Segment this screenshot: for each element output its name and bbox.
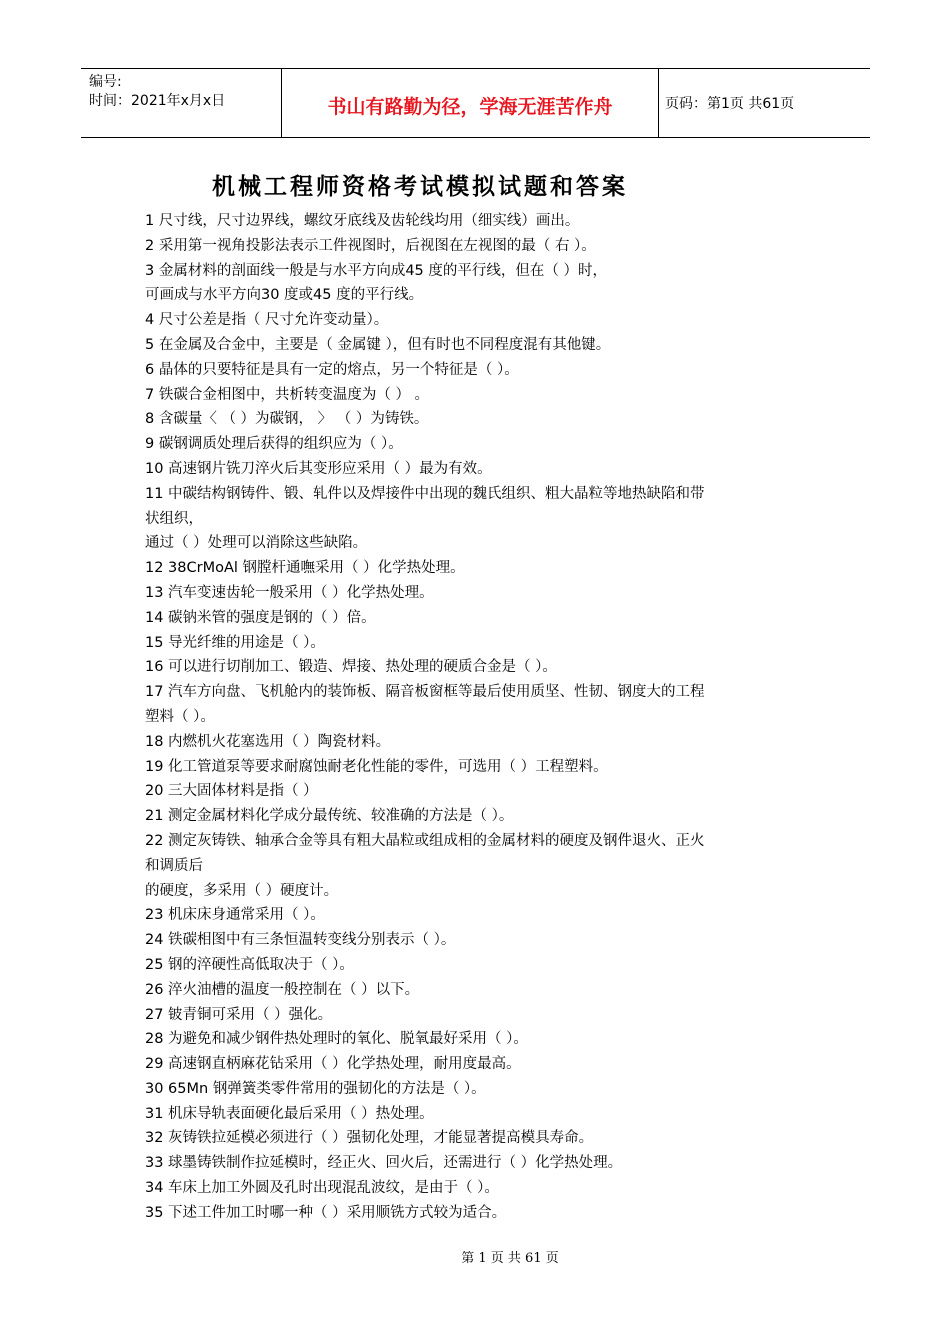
question-line: 2 采用第一视角投影法表示工件视图时，后视图在左视图的最（ 右 ）。 — [145, 237, 596, 254]
question-line: 14 碳钠米管的强度是钢的（ ）倍。 — [145, 609, 376, 626]
page-footer: 第 1 页 共 61 页 — [461, 1251, 559, 1266]
question-line: 18 内燃机火花塞选用（ ）陶瓷材料。 — [145, 733, 391, 750]
question-line: 11 中碳结构钢铸件、锻、轧件以及焊接件中出现的魏氏组织、粗大晶粒等地热缺陷和带 — [145, 485, 705, 502]
document-date: 时间：2021年x月x日 — [89, 93, 226, 109]
header-motto: 书山有路勤为径，学海无涯苦作舟 — [282, 69, 659, 137]
question-line: 34 车床上加工外圆及孔时出现混乱波纹，是由于（ ）。 — [145, 1180, 499, 1197]
question-line: 16 可以进行切削加工、锻造、焊接、热处理的硬质合金是（ ）。 — [145, 659, 557, 676]
question-line: 27 铍青铜可采用（ ）强化。 — [145, 1006, 333, 1023]
question-line: 10 高速钢片铣刀淬火后其变形应采用（ ）最为有效。 — [145, 460, 492, 477]
question-line: 33 球墨铸铁制作拉延模时，经正火、回火后，还需进行（ ）化学热处理。 — [145, 1155, 623, 1172]
question-line: 30 65Mn 钢弹簧类零件常用的强韧化的方法是（ ）。 — [145, 1080, 486, 1097]
question-line: 21 测定金属材料化学成分最传统、较准确的方法是（ ）。 — [145, 808, 514, 825]
question-line: 12 38CrMoAl 钢膛杆通嘸采用（ ）化学热处理。 — [145, 560, 465, 577]
question-line: 17 汽车方向盘、飞机舱内的装饰板、隔音板窗框等最后使用质坚、性韧、钢度大的工程 — [145, 684, 705, 701]
question-line: 24 铁碳相图中有三条恒温转变线分别表示（ ）。 — [145, 932, 456, 949]
question-line: 6 晶体的只要特征是具有一定的熔点，另一个特征是（ ）。 — [145, 361, 519, 378]
question-line: 塑料（ ）。 — [145, 708, 215, 725]
document-title: 机械工程师资格考试模拟试题和答案 — [212, 173, 628, 200]
question-line: 26 淬火油槽的温度一般控制在（ ）以下。 — [145, 981, 420, 998]
question-line: 8 含碳量〈 （ ）为碳钢， 〉 （ ）为铸铁。 — [145, 411, 429, 428]
question-line: 15 导光纤维的用途是（ ）。 — [145, 634, 325, 651]
question-line: 19 化工管道泵等要求耐腐蚀耐老化性能的零件，可选用（ ）工程塑料。 — [145, 758, 608, 775]
question-line: 32 灰铸铁拉延模必须进行（ ）强韧化处理，才能显著提高模具寿命。 — [145, 1130, 594, 1147]
question-line: 5 在金属及合金中，主要是（ 金属键 ），但有时也不同程度混有其他键。 — [145, 336, 611, 353]
question-line: 状组织， — [145, 510, 203, 527]
question-line: 28 为避免和减少钢件热处理时的氧化、脱氧最好采用（ ）。 — [145, 1031, 528, 1048]
question-line: 可画成与水平方向30 度或45 度的平行线。 — [145, 287, 424, 304]
question-line: 20 三大固体材料是指（ ） — [145, 783, 318, 800]
question-line: 的硬度，多采用（ ）硬度计。 — [145, 882, 339, 899]
question-line: 通过（ ）处理可以消除这些缺陷。 — [145, 535, 368, 552]
question-line: 23 机床床身通常采用（ ）。 — [145, 907, 325, 924]
question-line: 3 金属材料的剖面线一般是与水平方向成45 度的平行线，但在（ ）时， — [145, 262, 608, 279]
question-line: 和调质后 — [145, 857, 203, 874]
question-list — [145, 209, 805, 1226]
question-line: 7 铁碳合金相图中，共析转变温度为（ ） 。 — [145, 386, 430, 403]
question-line: 9 碳钢调质处理后获得的组织应为（ ）。 — [145, 436, 403, 453]
question-line: 35 下述工件加工时哪一种（ ）采用顺铣方式较为适合。 — [145, 1204, 507, 1221]
header-left-cell — [81, 69, 282, 137]
question-line: 4 尺寸公差是指（ 尺寸允许变动量）。 — [145, 312, 389, 329]
question-line: 31 机床导轨表面硬化最后采用（ ）热处理。 — [145, 1105, 434, 1122]
question-line: 25 钢的淬硬性高低取决于（ ）。 — [145, 956, 354, 973]
document-number-label: 编号: — [89, 74, 122, 90]
question-line: 13 汽车变速齿轮一般采用（ ）化学热处理。 — [145, 584, 434, 601]
header-page-info: 页码：第1页 共61页 — [665, 96, 795, 112]
question-line: 29 高速钢直柄麻花钻采用（ ）化学热处理，耐用度最高。 — [145, 1056, 521, 1073]
page-header — [81, 68, 870, 138]
question-line: 22 测定灰铸铁、轴承合金等具有粗大晶粒或组成相的金属材料的硬度及钢件退火、正火 — [145, 832, 705, 849]
question-line: 1 尺寸线，尺寸边界线，螺纹牙底线及齿轮线均用（细实线）画出。 — [145, 213, 580, 229]
